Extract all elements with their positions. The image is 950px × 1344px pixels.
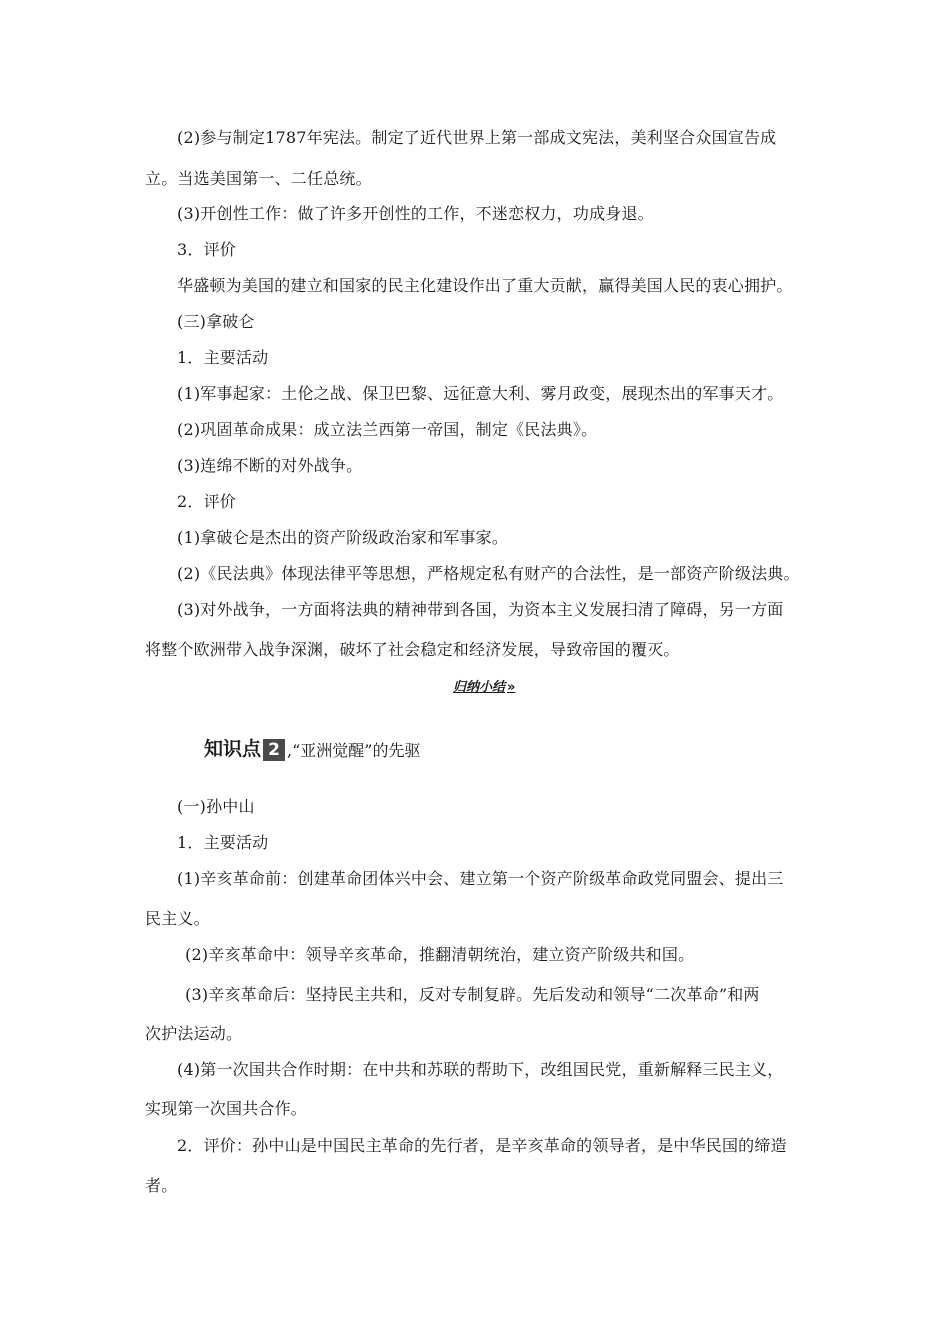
summary-link: [453, 676, 515, 695]
paragraph-line: (3)开创性工作：做了许多开创性的工作，不迷恋权力，功成身退。: [177, 204, 654, 223]
paragraph-line: 者。: [145, 1176, 178, 1195]
paragraph-line: (1)军事起家：土伦之战、保卫巴黎、远征意大利、雾月政变，展现杰出的军事天才。: [177, 384, 784, 403]
section-heading: 1．主要活动: [177, 833, 269, 852]
paragraph-line: 2．评价：孙中山是中国民主革命的先行者，是辛亥革命的领导者，是中华民国的缔造: [177, 1136, 787, 1155]
paragraph-line: (4)第一次国共合作时期：在中共和苏联的帮助下，改组国民党，重新解释三民主义，: [177, 1060, 784, 1079]
paragraph-line: (3)辛亥革命后：坚持民主共和，反对专制复辟。先后发动和领导“二次革命”和两: [185, 985, 760, 1004]
section-heading: 3．评价: [177, 240, 236, 259]
paragraph-line: (3)连绵不断的对外战争。: [177, 456, 363, 475]
paragraph-line: 次护法运动。: [145, 1024, 243, 1043]
paragraph-line: (2)辛亥革命中：领导辛亥革命，推翻清朝统治，建立资产阶级共和国。: [185, 945, 695, 964]
subsection-heading: (一)孙中山: [177, 797, 255, 816]
knowledge-point-label: 知识点: [204, 738, 262, 760]
double-chevron-icon: »: [507, 680, 516, 695]
paragraph-line: (2)参与制定1787年宪法。制定了近代世界上第一部成文宪法，美利坚合众国宣告成: [177, 128, 777, 147]
paragraph-line: 立。当选美国第一、二任总统。: [145, 169, 372, 188]
section-heading: 2．评价: [177, 492, 236, 511]
paragraph-line: (1)拿破仑是杰出的资产阶级政治家和军事家。: [177, 528, 509, 547]
paragraph-line: (3)对外战争，一方面将法典的精神带到各国，为资本主义发展扫清了障碍，另一方面: [177, 600, 784, 619]
knowledge-point-number-badge: 2: [263, 739, 285, 761]
summary-label: 归纳小结: [453, 680, 506, 695]
paragraph-line: 华盛顿为美国的建立和国家的民主化建设作出了重大贡献，赢得美国人民的衷心拥护。: [177, 276, 793, 295]
subsection-heading: (三)拿破仑: [177, 312, 255, 331]
paragraph-line: 将整个欧洲带入战争深渊，破坏了社会稳定和经济发展，导致帝国的覆灭。: [145, 640, 680, 659]
paragraph-line: (2)《民法典》体现法律平等思想，严格规定私有财产的合法性，是一部资产阶级法典。: [177, 564, 800, 583]
knowledge-point-heading: [204, 733, 420, 761]
paragraph-line: (1)辛亥革命前：创建革命团体兴中会、建立第一个资产阶级革命政党同盟会、提出三: [177, 869, 784, 888]
paragraph-line: 实现第一次国共合作。: [145, 1099, 308, 1118]
section-heading: 1．主要活动: [177, 348, 269, 367]
knowledge-point-title: ,“亚洲觉醒”的先驱: [287, 741, 421, 760]
paragraph-line: (2)巩固革命成果：成立法兰西第一帝国，制定《民法典》。: [177, 420, 598, 439]
paragraph-line: 民主义。: [145, 909, 210, 928]
